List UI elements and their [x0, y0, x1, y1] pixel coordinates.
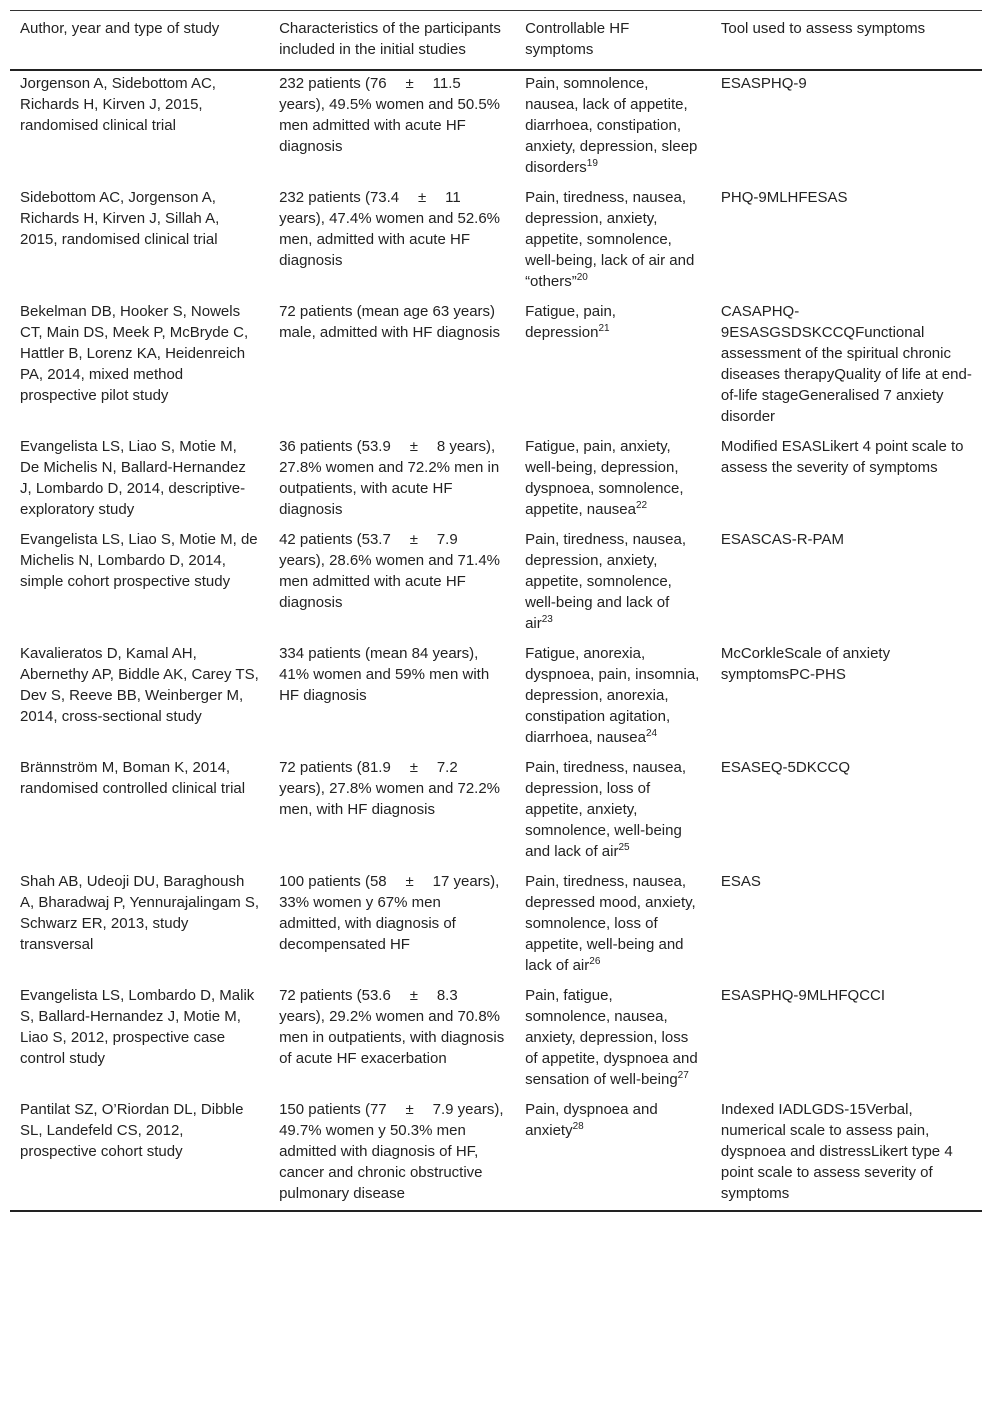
participants-cell [269, 298, 515, 433]
symptoms-cell [515, 1096, 711, 1211]
participants-text-rest: 7.9 years), 49.7% women y 50.3% men admitted with diagnosis of HF, cancer and chronic obstructive pulmonary disease [279, 1101, 504, 1202]
participants-text-rest: 8.3 years), 29.2% women and 70.8% men in outpatients, with diagnosis of acute HF exacerbation [279, 987, 505, 1067]
symptoms-cell [515, 868, 711, 982]
symptoms-text: Fatigue, pain, anxiety, well-being, depression, dyspnoea, somnolence, appetite, nausea [525, 438, 684, 518]
participants-text: 232 patients (76 [279, 75, 387, 92]
plus-minus-sign: ± [409, 759, 418, 776]
participants-text: 100 patients (58 [279, 873, 387, 890]
symptoms-cell [515, 298, 711, 433]
symptoms-cell [515, 433, 711, 526]
table-row [10, 184, 982, 298]
symptoms-text: Pain, somnolence, nausea, lack of appetite, diarrhoea, constipation, anxiety, depression, sleep disorders [525, 75, 698, 176]
symptoms-text: Pain, dyspnoea and anxiety [525, 1101, 658, 1139]
plus-minus-sign: ± [409, 438, 418, 455]
author-cell: Evangelista LS, Liao S, Motie M, de Michelis N, Lombardo D, 2014, simple cohort prospective study [20, 531, 258, 590]
plus-minus-sign: ± [405, 75, 414, 92]
table-row [10, 526, 982, 640]
participants-text-rest: 11 years), 47.4% women and 52.6% men, admitted with acute HF diagnosis [279, 189, 501, 269]
symptoms-text: Pain, tiredness, nausea, depression, loss of appetite, anxiety, somnolence, well-being and lack of air [525, 759, 686, 860]
participants-text-rest: 7.9 years), 28.6% women and 71.4% men admitted with acute HF diagnosis [279, 531, 501, 611]
symptoms-cell [515, 754, 711, 868]
tool-cell: Indexed IADLGDS-15Verbal, numerical scale to assess pain, dyspnoea and distressLikert type 4 point scale to assess severity of symptoms [720, 1101, 953, 1202]
reference-number: 26 [589, 956, 601, 967]
symptoms-table [10, 10, 982, 1212]
participants-cell [269, 184, 515, 298]
author-cell: Pantilat SZ, O’Riordan DL, Dibble SL, Landefeld CS, 2012, prospective cohort study [20, 1101, 244, 1160]
participants-text: 150 patients (77 [279, 1101, 387, 1118]
participants-cell [269, 754, 515, 868]
author-cell: Kavalieratos D, Kamal AH, Abernethy AP, Biddle AK, Carey TS, Dev S, Reeve BB, Weinberger M, 2014, cross-sectional study [20, 645, 259, 725]
table-row [10, 754, 982, 868]
participants-cell [269, 433, 515, 526]
table-header-row [10, 11, 982, 71]
symptoms-cell [515, 70, 711, 184]
tool-cell: PHQ-9MLHFESAS [720, 189, 848, 206]
reference-number: 20 [576, 272, 588, 283]
author-cell: Evangelista LS, Liao S, Motie M, De Michelis N, Ballard-Hernandez J, Lombardo D, 2014, descriptive-exploratory study [20, 438, 246, 518]
tool-cell: Modified ESASLikert 4 point scale to assess the severity of symptoms [720, 438, 964, 476]
plus-minus-sign: ± [409, 987, 418, 1004]
tool-cell: ESASPHQ-9 [720, 75, 807, 92]
tool-cell: ESASPHQ-9MLHFQCCI [720, 987, 886, 1004]
reference-number: 22 [636, 500, 648, 511]
participants-cell [269, 70, 515, 184]
symptoms-text: Pain, tiredness, nausea, depressed mood, anxiety, somnolence, loss of appetite, well-being and lack of air [525, 873, 696, 974]
author-cell: Jorgenson A, Sidebottom AC, Richards H, Kirven J, 2015, randomised clinical trial [20, 75, 216, 134]
reference-number: 23 [541, 614, 553, 625]
symptoms-text: Fatigue, pain, depression [525, 303, 616, 341]
table-row [10, 982, 982, 1096]
symptoms-text: Pain, tiredness, nausea, depression, anxiety, appetite, somnolence, well-being, lack of air and “others” [525, 189, 695, 290]
table-row [10, 433, 982, 526]
plus-minus-sign: ± [405, 873, 414, 890]
reference-number: 21 [598, 323, 610, 334]
header-participants: Characteristics of the participants included in the initial studies [279, 20, 501, 58]
symptoms-text: Pain, fatigue, somnolence, nausea, anxiety, depression, loss of appetite, dyspnoea and sensation of well-being [525, 987, 698, 1088]
participants-text: 232 patients (73.4 [279, 189, 400, 206]
participants-text-rest: 7.2 years), 27.8% women and 72.2% men, with HF diagnosis [279, 759, 501, 818]
participants-text: 36 patients (53.9 [279, 438, 391, 455]
author-cell: Sidebottom AC, Jorgenson A, Richards H, Kirven J, Sillah A, 2015, randomised clinical trial [20, 189, 220, 248]
symptoms-cell [515, 526, 711, 640]
plus-minus-sign: ± [418, 189, 427, 206]
participants-text: 72 patients (81.9 [279, 759, 391, 776]
participants-text-rest: 11.5 years), 49.5% women and 50.5% men admitted with acute HF diagnosis [279, 75, 501, 155]
tool-cell: ESAS [720, 873, 761, 890]
participants-text: 334 patients (mean 84 years), 41% women and 59% men with HF diagnosis [279, 645, 490, 704]
table-row [10, 298, 982, 433]
header-tool: Tool used to assess symptoms [720, 20, 926, 37]
participants-cell [269, 1096, 515, 1211]
table-row [10, 70, 982, 184]
participants-text-rest: 17 years), 33% women y 67% men admitted, with diagnosis of decompensated HF [279, 873, 500, 953]
symptoms-cell [515, 982, 711, 1096]
reference-number: 24 [646, 728, 658, 739]
participants-cell [269, 868, 515, 982]
author-cell: Evangelista LS, Lombardo D, Malik S, Ballard-Hernandez J, Motie M, Liao S, 2012, prospective case control study [20, 987, 255, 1067]
header-symptoms: Controllable HF symptoms [525, 20, 630, 58]
reference-number: 27 [677, 1070, 689, 1081]
table-row [10, 868, 982, 982]
participants-text: 72 patients (53.6 [279, 987, 391, 1004]
reference-number: 19 [586, 158, 598, 169]
tool-cell: ESASEQ-5DKCCQ [720, 759, 851, 776]
participants-text-rest: 8 years), 27.8% women and 72.2% men in outpatients, with acute HF diagnosis [279, 438, 500, 518]
reference-number: 25 [618, 842, 630, 853]
tool-cell: McCorkleScale of anxiety symptomsPC-PHS [720, 645, 891, 683]
symptoms-text: Pain, tiredness, nausea, depression, anxiety, appetite, somnolence, well-being and lack of air [525, 531, 686, 632]
symptoms-cell [515, 184, 711, 298]
author-cell: Brännström M, Boman K, 2014, randomised controlled clinical trial [20, 759, 246, 797]
symptoms-text: Fatigue, anorexia, dyspnoea, pain, insomnia, depression, anorexia, constipation agitation, diarrhoea, nausea [525, 645, 700, 746]
table-row [10, 1096, 982, 1211]
tool-cell: CASAPHQ-9ESASGSDSKCCQFunctional assessment of the spiritual chronic diseases therapyQuality of life at end-of-life stageGeneralised 7 anxiety disorder [720, 303, 972, 425]
plus-minus-sign: ± [405, 1101, 414, 1118]
tool-cell: ESASCAS-R-PAM [720, 531, 844, 548]
participants-cell [269, 982, 515, 1096]
author-cell: Shah AB, Udeoji DU, Baraghoush A, Bharadwaj P, Yennurajalingam S, Schwarz ER, 2013, study transversal [20, 873, 260, 953]
participants-cell [269, 640, 515, 754]
table-body [10, 70, 982, 1211]
reference-number: 28 [572, 1121, 584, 1132]
participants-text: 42 patients (53.7 [279, 531, 391, 548]
plus-minus-sign: ± [409, 531, 418, 548]
author-cell: Bekelman DB, Hooker S, Nowels CT, Main DS, Meek P, McBryde C, Hattler B, Lorenz KA, Heidenreich PA, 2014, mixed method prospective pilot study [20, 303, 249, 404]
participants-text: 72 patients (mean age 63 years) male, admitted with HF diagnosis [279, 303, 500, 341]
participants-cell [269, 526, 515, 640]
header-author: Author, year and type of study [20, 20, 220, 37]
table-row [10, 640, 982, 754]
symptoms-cell [515, 640, 711, 754]
